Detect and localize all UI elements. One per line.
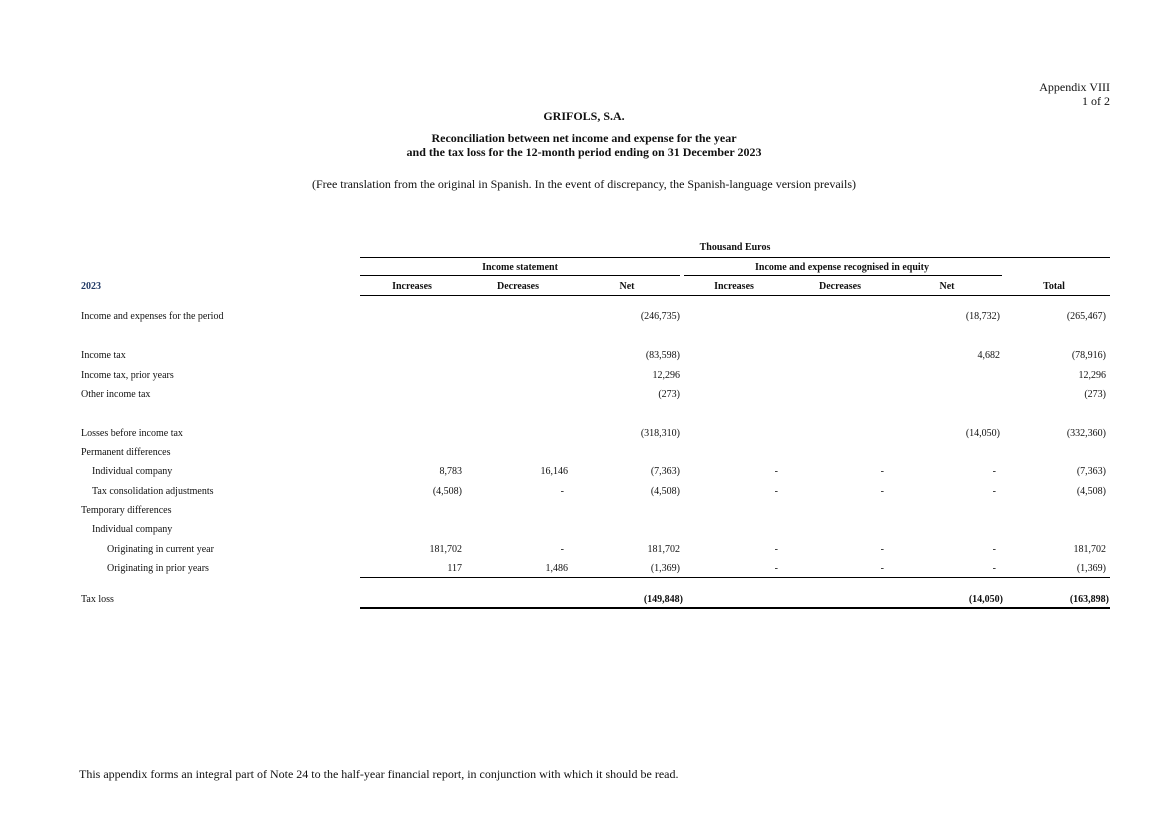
- company-name: GRIFOLS, S.A.: [543, 109, 625, 123]
- row-label: Permanent differences: [81, 447, 171, 458]
- table-cell: (4,508): [650, 486, 680, 497]
- table-cell: (318,310): [640, 428, 680, 439]
- table-cell: (332,360): [1066, 428, 1106, 439]
- report-title: [0, 131, 1168, 159]
- row-label: Income tax: [81, 350, 126, 361]
- table-cell: (7,363): [1076, 466, 1106, 477]
- col-header-is-net: Net: [619, 281, 635, 292]
- row-label: Income tax, prior years: [81, 370, 174, 381]
- table-cell: -: [880, 563, 884, 574]
- table-cell: -: [880, 486, 884, 497]
- col-header-total: Total: [1043, 281, 1065, 292]
- table-cell: -: [992, 563, 996, 574]
- table-cell: 4,682: [977, 350, 1000, 361]
- table-cell: 8,783: [439, 466, 462, 477]
- table-cell: (1,369): [650, 563, 680, 574]
- subtotal-rule: [360, 577, 1110, 578]
- group-income-statement: Income statement: [482, 262, 558, 273]
- footer-note: This appendix forms an integral part of Note 24 to the half-year financial report, in conjunction with which it should be read.: [79, 767, 679, 781]
- table-cell: 181,702: [429, 544, 462, 555]
- table-cell: -: [774, 486, 778, 497]
- table-cell: -: [560, 544, 564, 555]
- col-header-eq-decreases: Decreases: [818, 281, 862, 292]
- table-cell: (273): [1084, 389, 1106, 400]
- units-header: Thousand Euros: [699, 242, 771, 253]
- col-header-eq-increases: Increases: [714, 281, 754, 292]
- row-label: Losses before income tax: [81, 428, 183, 439]
- table-cell: 181,702: [1073, 544, 1106, 555]
- table-cell: -: [774, 544, 778, 555]
- table-cell: 12,296: [1078, 370, 1106, 381]
- row-label: Originating in prior years: [107, 563, 209, 574]
- table-cell: 181,702: [647, 544, 680, 555]
- report-title-line2: and the tax loss for the 12-month period ending on 31 December 2023: [406, 145, 762, 159]
- translation-note: (Free translation from the original in Spanish. In the event of discrepancy, the Spanish-language version prevails): [311, 177, 857, 191]
- row-label: Tax consolidation adjustments: [92, 486, 214, 497]
- table-cell: (265,467): [1066, 311, 1106, 322]
- table-cell: (7,363): [650, 466, 680, 477]
- column-header-rule: [360, 295, 1110, 296]
- table-cell: -: [560, 486, 564, 497]
- table-cell: -: [774, 466, 778, 477]
- row-label: Temporary differences: [81, 505, 172, 516]
- table-cell: -: [880, 466, 884, 477]
- table-cell: (14,050): [965, 428, 1000, 439]
- table-cell: -: [774, 563, 778, 574]
- total-cell: (163,898): [1069, 594, 1109, 605]
- table-cell: (246,735): [640, 311, 680, 322]
- total-double-rule: [360, 607, 1110, 609]
- year-label: 2023: [81, 281, 101, 292]
- table-cell: (18,732): [965, 311, 1000, 322]
- table-cell: 16,146: [540, 466, 568, 477]
- col-header-is-decreases: Decreases: [496, 281, 540, 292]
- table-cell: 12,296: [652, 370, 680, 381]
- appendix-title: Appendix VIII: [1039, 80, 1110, 94]
- total-cell: (14,050): [968, 594, 1003, 605]
- table-cell: (273): [658, 389, 680, 400]
- group-equity-rule: [684, 275, 1002, 276]
- table-cell: -: [992, 486, 996, 497]
- table-cell: (78,916): [1071, 350, 1106, 361]
- row-label: Originating in current year: [107, 544, 214, 555]
- table-cell: 1,486: [545, 563, 568, 574]
- table-cell: -: [992, 544, 996, 555]
- col-header-eq-net: Net: [939, 281, 955, 292]
- row-label: Income and expenses for the period: [81, 311, 224, 322]
- row-label: Individual company: [92, 524, 173, 535]
- total-cell: (149,848): [643, 594, 683, 605]
- col-header-is-increases: Increases: [392, 281, 432, 292]
- row-label: Other income tax: [81, 389, 151, 400]
- page-number: 1 of 2: [1082, 94, 1110, 108]
- table-cell: (1,369): [1076, 563, 1106, 574]
- total-row-label: Tax loss: [81, 594, 114, 605]
- table-cell: 117: [447, 563, 462, 574]
- row-label: Individual company: [92, 466, 173, 477]
- table-cell: (4,508): [1076, 486, 1106, 497]
- table-cell: (4,508): [432, 486, 462, 497]
- header-rule: [360, 257, 1110, 258]
- table-cell: -: [992, 466, 996, 477]
- appendix-label: [1039, 80, 1110, 108]
- group-equity: Income and expense recognised in equity: [755, 262, 929, 273]
- report-title-line1: Reconciliation between net income and expense for the year: [431, 131, 737, 145]
- table-cell: -: [880, 544, 884, 555]
- group-income-rule: [360, 275, 680, 276]
- table-cell: (83,598): [645, 350, 680, 361]
